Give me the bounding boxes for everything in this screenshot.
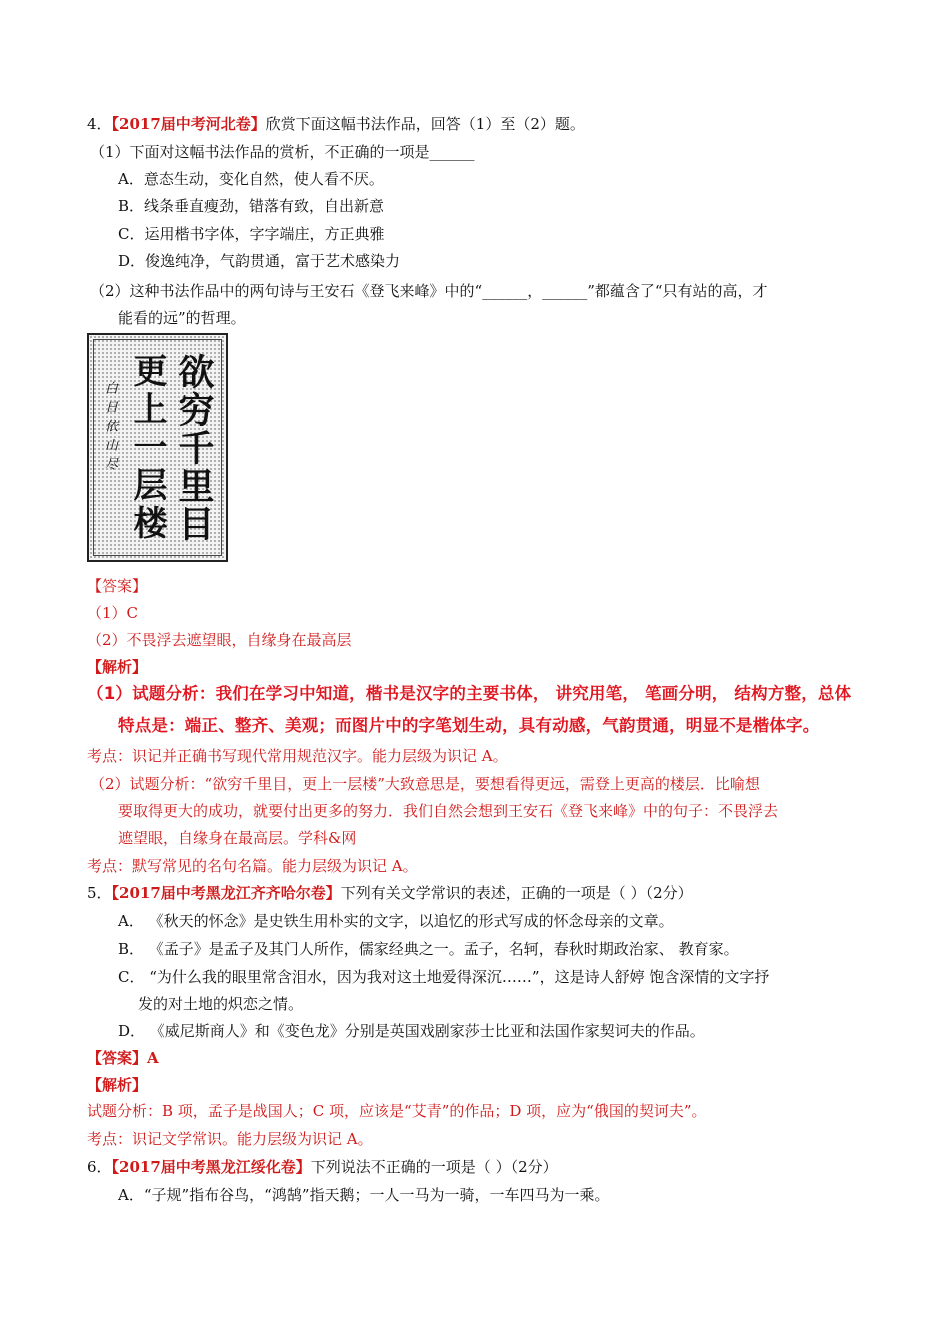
q4-analysis1-line1: （1）试题分析：我们在学习中知道，楷书是汉字的主要书体， 讲究用笔， 笔画分明， 结构方整，总体	[87, 684, 852, 703]
q4-source: 【2017届中考河北卷】	[111, 115, 266, 133]
q5-option-a: A． 《秋天的怀念》是史铁生用朴实的文字，以追忆的形式写成的怀念母亲的文章。	[118, 912, 674, 930]
q5-prompt: 下列有关文学常识的表述，正确的一项是（ ）（2分）	[340, 884, 693, 902]
q6-option-a: A．“子规”指布谷鸟，“鸿鹄”指天鹅；一人一马为一骑，一车四马为一乘。	[118, 1186, 610, 1204]
q5-analysis: 试题分析：B 项，孟子是战国人；C 项，应该是“艾青”的作品；D 项，应为“俄国的契诃夫”。	[87, 1102, 707, 1120]
q5-header	[87, 883, 693, 903]
q6-prompt: 下列说法不正确的一项是（ ）（2分）	[310, 1158, 558, 1176]
q4-analysis-label: 【解析】	[87, 658, 148, 676]
q5-option-c-line2: 发的对土地的炽恋之情。	[138, 995, 304, 1013]
q5-answer: 【答案】A	[87, 1049, 159, 1067]
q5-point: 考点：识记文学常识。能力层级为识记 A。	[87, 1130, 373, 1148]
q4-analysis1-line2: 特点是：端正、整齐、美观；而图片中的字笔划生动，具有动感，气韵贯通，明显不是楷体字。	[118, 716, 820, 735]
q4-option-d: D．俊逸纯净，气韵贯通，富于艺术感染力	[118, 252, 401, 270]
q4-analysis2-line1: （2）试题分析：“欲穷千里目，更上一层楼”大致意思是，要想看得更远，需登上更高的楼层．比喻想	[90, 775, 760, 793]
q4-sub2-line1: （2）这种书法作品中的两句诗与王安石《登飞来峰》中的“______，______”都蕴含了“只有站的高，才	[90, 282, 768, 300]
q4-sub2-line2: 能看的远”的哲理。	[118, 309, 246, 327]
q4-point-1: 考点：识记并正确书写现代常用规范汉字。能力层级为识记 A。	[87, 747, 508, 765]
q4-option-a: A．意态生动，变化自然，使人看不厌。	[118, 170, 384, 188]
calligraphy-image	[87, 333, 228, 562]
q5-option-c-line1: C． “为什么我的眼里常含泪水，因为我对这土地爱得深沉……”，这是诗人舒婷 饱含深情的文字抒	[118, 968, 770, 986]
q4-analysis2-line2: 要取得更大的成功，就要付出更多的努力．我们自然会想到王安石《登飞来峰》中的句子：不畏浮去	[118, 802, 779, 820]
calligraphy-column-1: 欲穷千里目	[173, 353, 215, 543]
q4-option-b: B．线条垂直瘦劲，错落有致，自出新意	[118, 197, 385, 215]
q5-option-b: B． 《孟子》是孟子及其门人所作，儒家经典之一。孟子，名轲，春秋时期政治家、 教育家。	[118, 940, 739, 958]
q6-header	[87, 1157, 558, 1177]
q4-answer-label: 【答案】	[87, 577, 148, 595]
q5-option-d: D． 《威尼斯商人》和《变色龙》分别是英国戏剧家莎士比亚和法国作家契诃夫的作品。	[118, 1022, 705, 1040]
q4-number: 4．	[87, 115, 112, 133]
q6-number: 6．	[87, 1158, 112, 1176]
q5-number: 5．	[87, 884, 112, 902]
q4-sub1: （1）下面对这幅书法作品的赏析，不正确的一项是______	[90, 143, 475, 161]
q4-answer-1: （1）C	[87, 604, 139, 622]
q4-option-c: C．运用楷书字体，字字端庄，方正典雅	[118, 225, 385, 243]
q5-source: 【2017届中考黑龙江齐齐哈尔卷】	[111, 884, 341, 902]
calligraphy-column-2: 更上一层楼	[127, 353, 167, 543]
q4-prompt: 欣赏下面这幅书法作品，回答（1）至（2）题。	[265, 115, 585, 133]
q5-analysis-label: 【解析】	[87, 1076, 148, 1094]
calligraphy-column-3: 白日依山尽	[102, 381, 117, 476]
q4-analysis2-line3: 遮望眼，自缘身在最高层。学科&网	[118, 829, 357, 847]
q4-header	[87, 114, 585, 134]
q6-source: 【2017届中考黑龙江绥化卷】	[111, 1158, 311, 1176]
q4-answer-2: （2）不畏浮去遮望眼，自缘身在最高层	[87, 631, 352, 649]
q4-point-2: 考点：默写常见的名句名篇。能力层级为识记 A。	[87, 857, 418, 875]
